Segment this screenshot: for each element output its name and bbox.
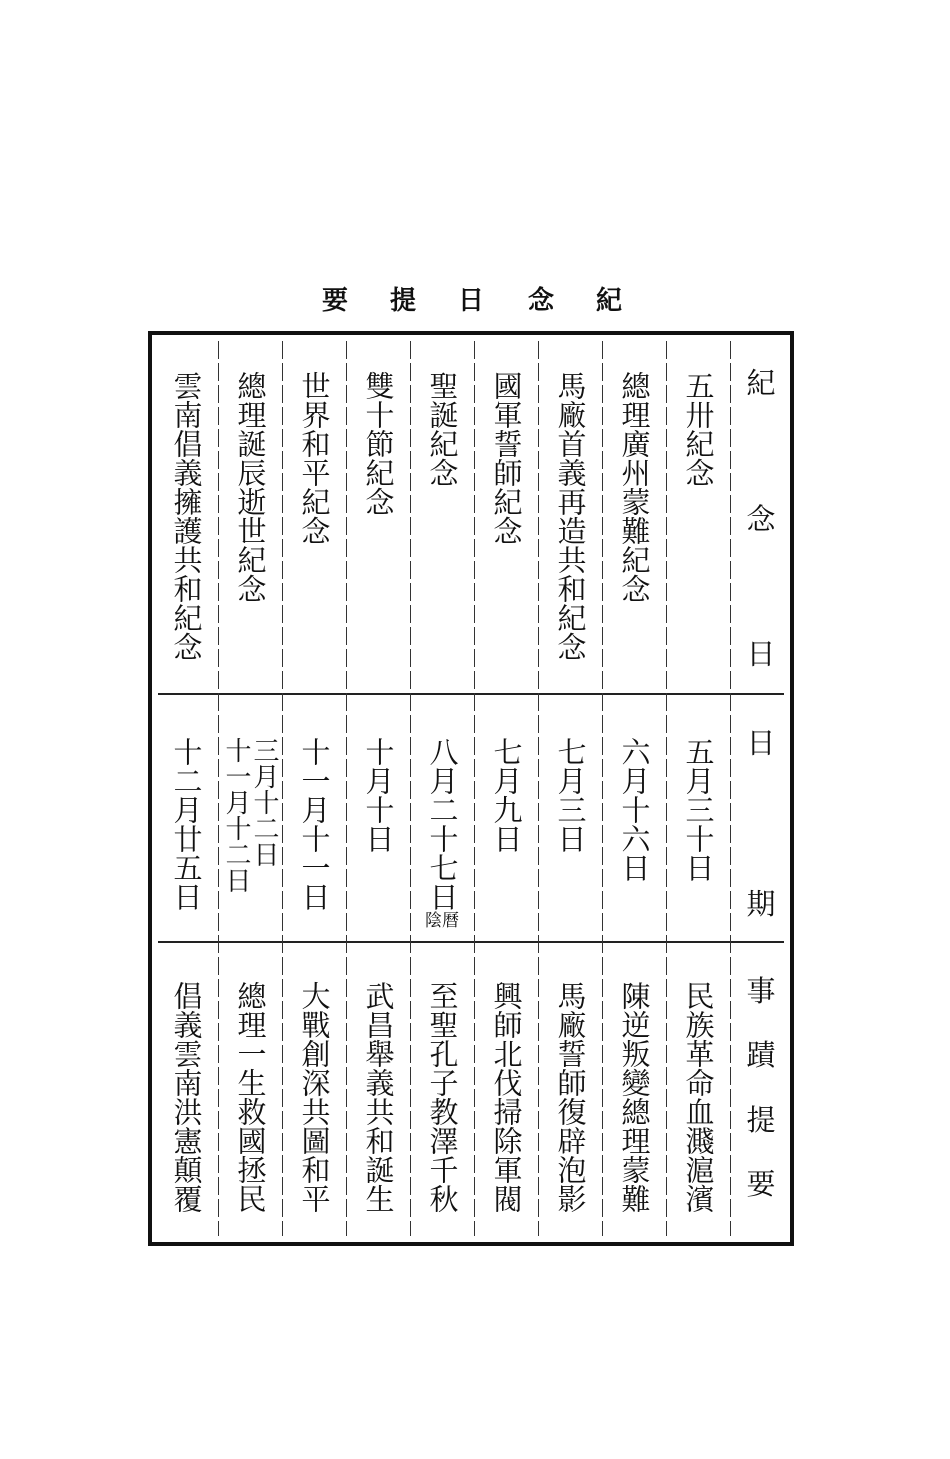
row-name: 聖誕紀念 xyxy=(425,371,460,487)
column-divider xyxy=(730,341,731,1236)
page-title xyxy=(0,280,950,316)
row-date: 七月三日 xyxy=(553,737,588,853)
row-event: 至聖孔子教澤千秋 xyxy=(425,981,460,1213)
header-char: 期 xyxy=(746,887,776,921)
row-date: 十一月十一日 xyxy=(297,737,332,911)
row-event: 武昌舉義共和誕生 xyxy=(361,981,396,1213)
header-name xyxy=(736,366,786,671)
row-event: 陳逆叛變總理蒙難 xyxy=(617,981,652,1213)
header-char: 要 xyxy=(746,1166,776,1201)
memorial-days-table xyxy=(148,331,794,1246)
row-date: 六月十六日 xyxy=(617,737,652,882)
header-char: 提 xyxy=(746,1102,776,1137)
row-name: 馬廠首義再造共和紀念 xyxy=(553,371,588,661)
row-event: 民族革命血濺滬濱 xyxy=(681,981,716,1213)
row-name: 國軍誓師紀念 xyxy=(489,371,524,545)
row-name: 總理誕辰逝世紀念 xyxy=(233,371,268,603)
date-birth: 十一月十二日 xyxy=(221,737,251,893)
date-death: 三月十二日 xyxy=(249,737,279,867)
row-name: 總理廣州蒙難紀念 xyxy=(617,371,652,603)
row-event: 大戰創深共圖和平 xyxy=(297,981,332,1213)
row-date: 五月三十日 xyxy=(681,737,716,882)
row-name: 雙十節紀念 xyxy=(361,371,396,516)
row-event: 興師北伐掃除軍閥 xyxy=(489,981,524,1213)
lunar-calendar-note: 陰曆 xyxy=(425,911,459,931)
header-date xyxy=(736,726,786,921)
row-name: 五卅紀念 xyxy=(681,371,716,487)
row-date: 七月九日 xyxy=(489,737,524,853)
section-divider xyxy=(158,693,784,695)
title-char: 提 xyxy=(390,286,417,316)
title-char: 念 xyxy=(528,286,555,316)
header-char: 日 xyxy=(746,637,776,671)
section-divider xyxy=(158,941,784,943)
title-char: 日 xyxy=(458,286,485,316)
row-event: 倡義雲南洪憲顛覆 xyxy=(169,981,204,1213)
row-name: 世界和平紀念 xyxy=(297,371,332,545)
header-event xyxy=(736,974,786,1201)
row-date xyxy=(218,737,282,893)
title-char: 要 xyxy=(322,286,349,316)
title-char: 紀 xyxy=(596,286,623,316)
header-char: 日 xyxy=(746,726,776,760)
row-event: 馬廠誓師復辟泡影 xyxy=(553,981,588,1213)
row-date: 十二月廿五日 xyxy=(169,737,204,911)
row-date: 八月二十七日 陰曆 xyxy=(425,737,460,931)
header-char: 紀 xyxy=(746,366,776,400)
header-char: 事 xyxy=(746,974,776,1008)
header-char: 念 xyxy=(746,501,776,536)
row-event: 總理一生救國拯民 xyxy=(233,981,268,1213)
header-char: 蹟 xyxy=(746,1038,776,1073)
row-name: 雲南倡義擁護共和紀念 xyxy=(169,371,204,661)
row-date: 十月十日 xyxy=(361,737,396,853)
